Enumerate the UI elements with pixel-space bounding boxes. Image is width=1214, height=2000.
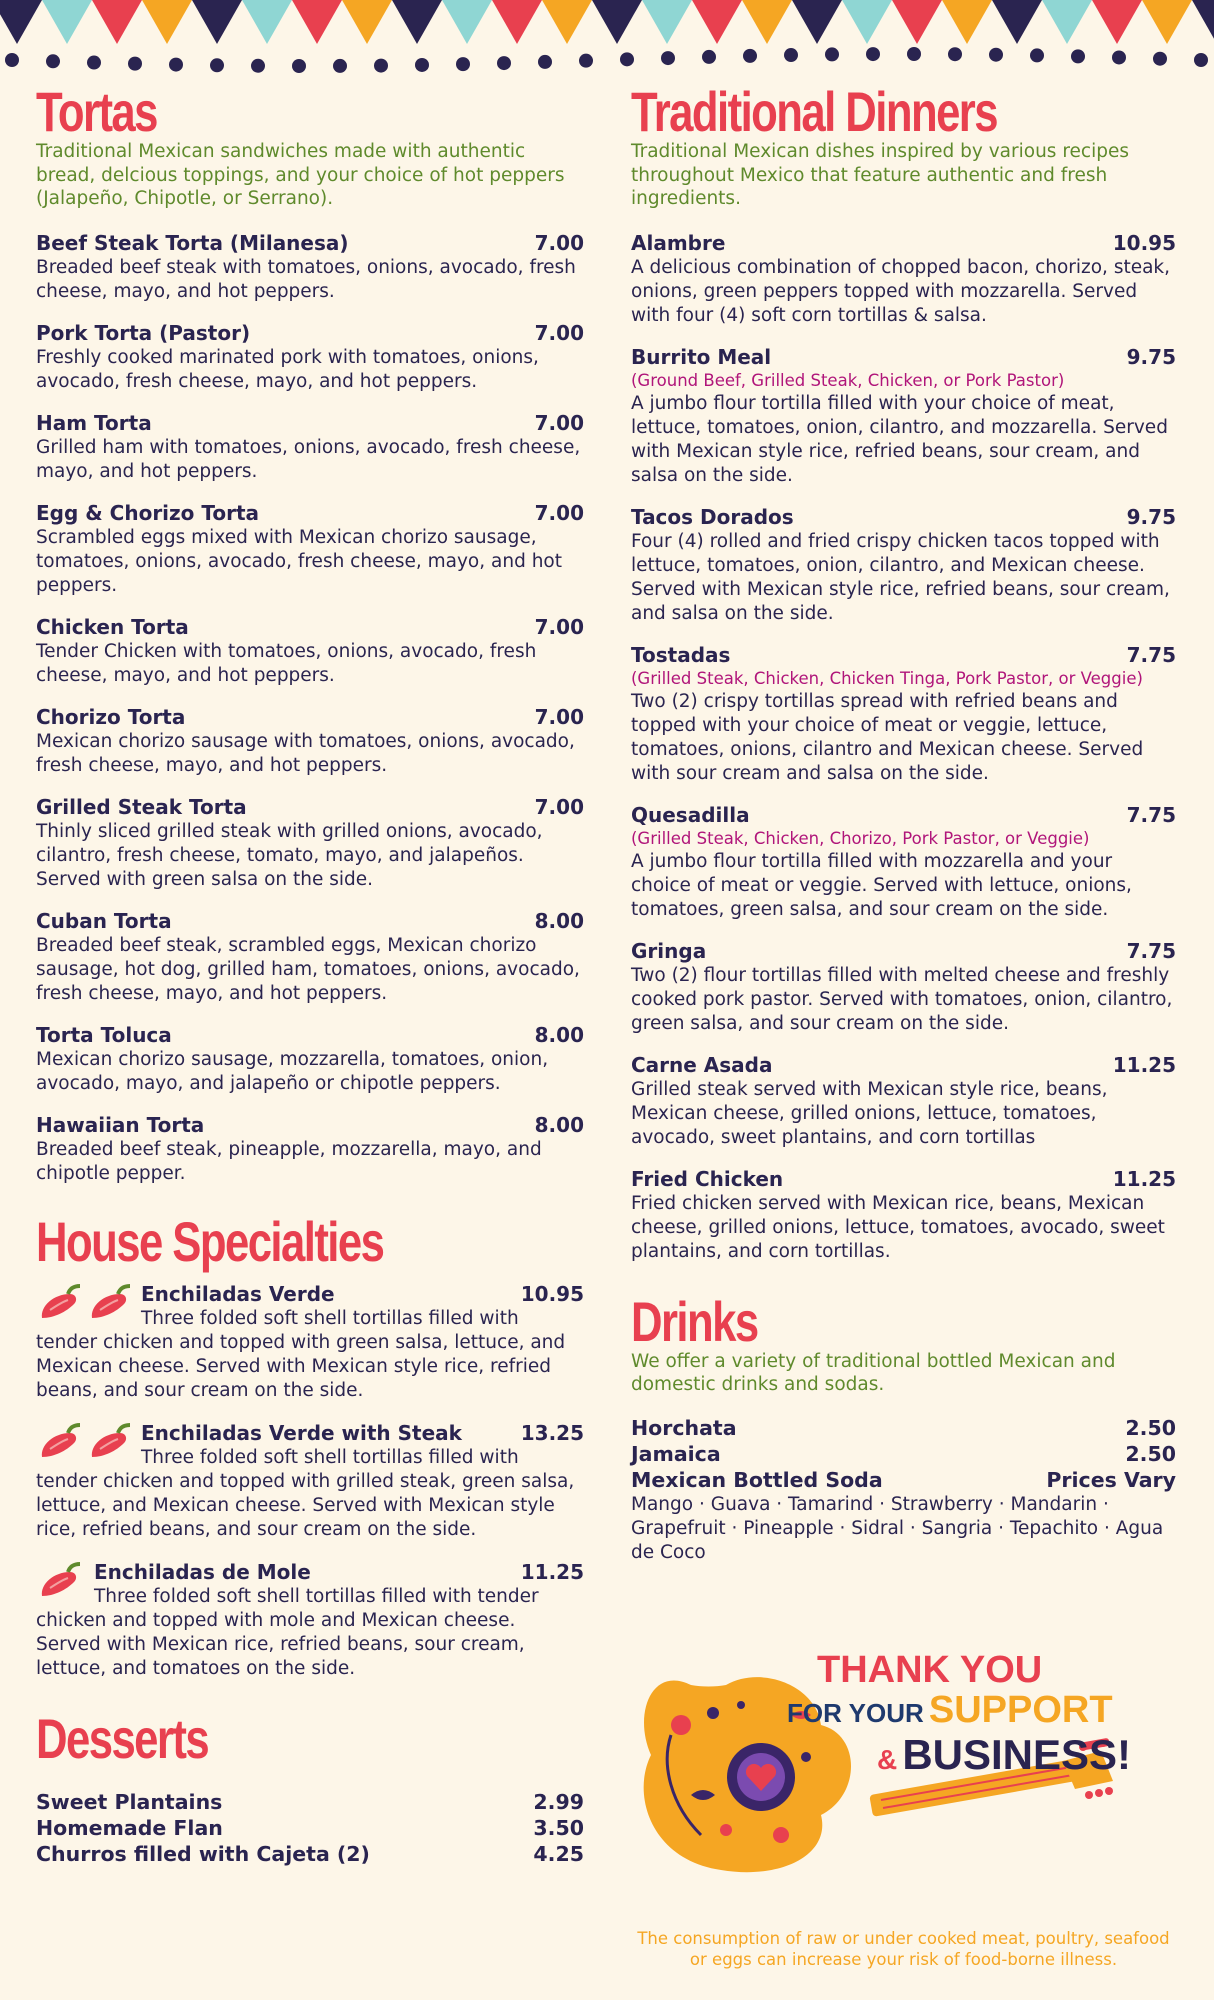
specialty-item	[36, 1282, 584, 1403]
bunting-flag	[392, 0, 442, 44]
item-price: Prices Vary	[1046, 1467, 1176, 1492]
item-description: Mexican chorizo sausage with tomatoes, onions, avocado, fresh cheese, mayo, and hot peppers.	[36, 730, 575, 776]
item-name: Fried Chicken	[631, 1166, 784, 1191]
item-price: 10.95	[1112, 230, 1176, 255]
item-description: Breaded beef steak, scrambled eggs, Mexican chorizo sausage, hot dog, grilled ham, tomatoes, onions, avocado, fresh cheese, mayo, and hot peppers.	[36, 934, 580, 1004]
thank-you-business: BUSINESS!	[902, 1731, 1132, 1778]
dinners-list	[631, 231, 1176, 1264]
bunting-dot	[661, 51, 675, 65]
item-name: Churros filled with Cajeta (2)	[36, 1841, 370, 1866]
bunting-flag	[0, 0, 42, 44]
bunting-flag	[942, 0, 992, 44]
bunting-flag	[92, 0, 142, 44]
drinks-list	[631, 1415, 1176, 1493]
specialties-list	[36, 1282, 584, 1681]
drinks-section	[631, 1290, 1176, 1565]
drinks-description: We offer a variety of traditional bottled Mexican and domestic drinks and sodas.	[631, 1350, 1116, 1395]
thank-you-line3	[877, 1731, 1131, 1779]
item-price: 7.00	[534, 704, 584, 729]
menu-item	[631, 1053, 1176, 1150]
item-name: Egg & Chorizo Torta	[36, 500, 260, 525]
bunting-flag	[692, 0, 742, 44]
bunting-dot	[907, 47, 921, 61]
pepper-icons	[36, 1560, 88, 1604]
item-price: 2.50	[1125, 1415, 1176, 1440]
item-name: Homemade Flan	[36, 1815, 223, 1840]
menu-item	[36, 321, 584, 394]
item-name: Chorizo Torta	[36, 704, 186, 729]
bunting-dot	[702, 50, 716, 64]
drinks-title: Drinks	[631, 1289, 758, 1353]
bunting-dot	[251, 59, 265, 73]
bunting-dot	[5, 53, 19, 67]
menu-item	[36, 1023, 584, 1096]
bunting-flag	[1042, 0, 1092, 44]
item-price: 9.75	[1126, 344, 1176, 369]
item-name: Cuban Torta	[36, 908, 172, 933]
bunting-dot	[784, 48, 798, 62]
item-name: Mexican Bottled Soda	[631, 1467, 883, 1492]
item-name: Gringa	[631, 938, 707, 963]
bunting-flag	[842, 0, 892, 44]
bunting-flag	[292, 0, 342, 44]
bunting-dot	[374, 59, 388, 73]
menu-item	[631, 231, 1176, 328]
item-name: Jamaica	[631, 1441, 721, 1466]
item-price: 13.25	[520, 1420, 584, 1445]
bunting-dot	[743, 49, 757, 63]
desserts-list	[36, 1789, 584, 1867]
dessert-item	[36, 1841, 584, 1867]
pepper-icon	[86, 1282, 136, 1330]
item-name: Chicken Torta	[36, 614, 189, 639]
tortas-title: Tortas	[36, 80, 157, 143]
item-name: Hawaiian Torta	[36, 1112, 205, 1137]
thank-you-block	[631, 1645, 1176, 1915]
menu-item	[36, 615, 584, 688]
bunting-flag	[742, 0, 792, 44]
bunting-dot	[497, 56, 511, 70]
item-name: Grilled Steak Torta	[36, 794, 247, 819]
item-name: Enchiladas Verde	[141, 1281, 335, 1306]
dinners-section	[631, 80, 1176, 1264]
bunting-flag	[642, 0, 692, 44]
menu-item	[36, 501, 584, 598]
item-description: Two (2) crispy tortillas spread with refried beans and topped with your choice of meat or veggie, lettuce, tomatoes, onions, cilantro and Mexican cheese. Served with sour cream and salsa on the side.	[631, 690, 1144, 784]
bunting-flag	[992, 0, 1042, 44]
item-name: Tacos Dorados	[631, 504, 794, 529]
left-column	[36, 80, 584, 1867]
bunting-dot	[87, 56, 101, 70]
bunting-dot	[415, 58, 429, 72]
thank-you-support: SUPPORT	[928, 1689, 1113, 1731]
menu-item	[36, 1113, 584, 1186]
item-name: Quesadilla	[631, 802, 750, 827]
item-options: (Ground Beef, Grilled Steak, Chicken, or Pork Pastor)	[631, 370, 1065, 390]
pepper-icon	[86, 1421, 136, 1469]
thank-you-line2	[787, 1689, 1113, 1732]
item-price: 7.75	[1126, 938, 1176, 963]
bunting-flag	[792, 0, 842, 44]
menu-item	[36, 795, 584, 892]
item-price: 2.50	[1125, 1441, 1176, 1466]
item-name: Pork Torta (Pastor)	[36, 320, 251, 345]
pepper-icon	[36, 1560, 86, 1608]
item-price: 11.25	[520, 1559, 584, 1584]
drink-item	[631, 1415, 1176, 1441]
pepper-icon	[36, 1421, 86, 1469]
item-description: Grilled steak served with Mexican style rice, beans, Mexican cheese, grilled onions, lettuce, tomatoes, avocado, sweet plantains, and corn tortillas	[631, 1078, 1108, 1148]
item-price: 7.00	[534, 230, 584, 255]
item-price: 11.25	[1112, 1166, 1176, 1191]
bunting-flag	[42, 0, 92, 44]
item-description: Breaded beef steak, pineapple, mozzarella, mayo, and chipotle pepper.	[36, 1138, 542, 1184]
bunting-dot	[948, 47, 962, 61]
menu-item	[631, 803, 1176, 922]
menu-item	[631, 345, 1176, 488]
menu-item	[631, 643, 1176, 786]
specialties-title: House Specialties	[36, 1209, 384, 1273]
bunting-dot	[579, 54, 593, 68]
bunting-dot	[333, 59, 347, 73]
bunting-flag	[892, 0, 942, 44]
desserts-section	[36, 1707, 584, 1867]
menu-item	[36, 231, 584, 304]
item-description: tender chicken and topped with grilled steak, green salsa, lettuce, and Mexican cheese. Served with Mexican style rice, refried beans, and sour cream on the side.	[36, 1470, 575, 1540]
pepper-icon	[36, 1282, 86, 1330]
item-name: Sweet Plantains	[36, 1789, 223, 1814]
item-price: 7.00	[534, 410, 584, 435]
menu-item	[631, 939, 1176, 1036]
thank-you-for-your: FOR YOUR	[787, 1698, 924, 1728]
item-description: Two (2) flour tortillas filled with melted cheese and freshly cooked pork pastor. Served with tomatoes, onion, cilantro, green salsa, and sour cream on the side.	[631, 964, 1173, 1034]
bunting-dot	[538, 55, 552, 69]
item-description: chicken and topped with mole and Mexican cheese. Served with Mexican rice, refried beans, sour cream, lettuce, and tomatoes on the side.	[36, 1609, 525, 1679]
item-description: A delicious combination of chopped bacon, chorizo, steak, onions, green peppers topped with mozzarella. Served with four (4) soft corn tortillas & salsa.	[631, 256, 1171, 326]
bunting-dot	[292, 59, 306, 73]
desserts-title: Desserts	[36, 1706, 209, 1770]
specialties-section	[36, 1210, 584, 1681]
bunting-dot	[1030, 48, 1044, 62]
item-options: (Grilled Steak, Chicken, Chorizo, Pork Pastor, or Veggie)	[631, 828, 1090, 848]
item-price: 10.95	[520, 1281, 584, 1306]
pepper-icons	[36, 1282, 136, 1326]
specialty-item	[36, 1560, 584, 1681]
bunting-dot	[825, 47, 839, 61]
item-price: 7.75	[1126, 802, 1176, 827]
tortas-section	[36, 80, 584, 1186]
item-price: 9.75	[1126, 504, 1176, 529]
bunting-flags	[0, 0, 1214, 80]
item-description: Thinly sliced grilled steak with grilled onions, avocado, cilantro, fresh cheese, tomato, mayo, and jalapeños. Served with green salsa on the side.	[36, 820, 543, 890]
item-name: Ham Torta	[36, 410, 152, 435]
bunting-dot	[989, 48, 1003, 62]
bunting-flag	[242, 0, 292, 44]
bunting-dot	[620, 52, 634, 66]
bunting-flag	[192, 0, 242, 44]
item-name: Burrito Meal	[631, 344, 772, 369]
item-description: A jumbo flour tortilla filled with your choice of meat, lettuce, tomatoes, onion, cilantro, and mozzarella. Served with Mexican style rice, refried beans, sour cream, and salsa on the side.	[631, 392, 1168, 486]
dinners-title: Traditional Dinners	[631, 80, 997, 143]
item-price: 2.99	[533, 1789, 584, 1814]
bunting-dot	[46, 54, 60, 68]
item-description: Scrambled eggs mixed with Mexican chorizo sausage, tomatoes, onions, avocado, fresh cheese, mayo, and hot peppers.	[36, 526, 562, 596]
bunting-flag	[1192, 0, 1214, 44]
item-price: 7.00	[534, 500, 584, 525]
menu-item	[36, 705, 584, 778]
item-description-first-line: Three folded soft shell tortillas filled with	[141, 1446, 519, 1468]
item-name: Enchiladas Verde with Steak	[141, 1420, 462, 1445]
menu-item	[36, 411, 584, 484]
bunting-dot	[866, 47, 880, 61]
bunting-flag	[142, 0, 192, 44]
food-safety-disclaimer: The consumption of raw or under cooked meat, poultry, seafood or eggs can increase your risk of food-borne illness.	[637, 1929, 1170, 1969]
tortas-description: Traditional Mexican sandwiches made with authentic bread, delcious toppings, and your choice of hot peppers (Jalapeño, Chipotle, or Serrano).	[36, 141, 565, 209]
item-description-first-line: Three folded soft shell tortillas filled with tender	[94, 1585, 539, 1607]
bunting-dot	[1112, 50, 1126, 64]
item-price: 11.25	[1112, 1052, 1176, 1077]
thank-you-line1: THANK YOU	[817, 1649, 1043, 1691]
item-description: tender chicken and topped with green salsa, lettuce, and Mexican cheese. Served with Mexican style rice, refried beans, and sour cream on the side.	[36, 1331, 566, 1401]
bunting-flag	[1092, 0, 1142, 44]
bunting-flag	[542, 0, 592, 44]
item-description: Breaded beef steak with tomatoes, onions, avocado, fresh cheese, mayo, and hot peppers.	[36, 256, 576, 302]
item-price: 7.00	[534, 320, 584, 345]
item-price: 4.25	[533, 1841, 584, 1866]
bunting-flag	[342, 0, 392, 44]
item-description-first-line: Three folded soft shell tortillas filled with	[141, 1307, 519, 1329]
bunting-dot	[128, 57, 142, 71]
bunting-dot	[210, 58, 224, 72]
item-name: Carne Asada	[631, 1052, 773, 1077]
bunting-dot	[1194, 53, 1208, 67]
item-price: 8.00	[534, 1022, 584, 1047]
dinners-description: Traditional Mexican dishes inspired by various recipes throughout Mexico that feature authentic and fresh ingredients.	[631, 141, 1129, 209]
item-description: Four (4) rolled and fried crispy chicken tacos topped with lettuce, tomatoes, onion, cilantro, and Mexican cheese. Served with Mexican style rice, refried beans, sour cream, and salsa on the side.	[631, 530, 1170, 624]
item-name: Horchata	[631, 1415, 737, 1440]
item-name: Tostadas	[631, 642, 731, 667]
menu-item	[631, 505, 1176, 626]
item-description: A jumbo flour tortilla filled with mozzarella and your choice of meat or veggie. Served with lettuce, onions, tomatoes, green salsa, and sour cream on the side.	[631, 850, 1132, 920]
item-description: Grilled ham with tomatoes, onions, avocado, fresh cheese, mayo, and hot peppers.	[36, 436, 581, 482]
bunting-dot	[1071, 49, 1085, 63]
dessert-item	[36, 1789, 584, 1815]
item-name: Alambre	[631, 230, 726, 255]
item-name: Beef Steak Torta (Milanesa)	[36, 230, 349, 255]
bunting-flag	[442, 0, 492, 44]
specialty-item	[36, 1421, 584, 1542]
soda-flavors: Mango · Guava · Tamarind · Strawberry · Mandarin · Grapefruit · Pineapple · Sidral · Sangria · Tepachito · Agua de Coco	[631, 1493, 1164, 1563]
item-options: (Grilled Steak, Chicken, Chicken Tinga, Pork Pastor, or Veggie)	[631, 668, 1143, 688]
drink-item	[631, 1441, 1176, 1467]
item-description: Fried chicken served with Mexican rice, beans, Mexican cheese, grilled onions, lettuce, tomatoes, avocado, sweet plantains, and corn tortillas.	[631, 1192, 1165, 1262]
bunting-flag	[492, 0, 542, 44]
item-price: 7.00	[534, 614, 584, 639]
bunting-flag	[592, 0, 642, 44]
thank-you-ampersand: &	[877, 1744, 898, 1775]
item-price: 8.00	[534, 908, 584, 933]
dessert-item	[36, 1815, 584, 1841]
item-price: 7.75	[1126, 642, 1176, 667]
bunting-dot	[1153, 52, 1167, 66]
menu-item	[36, 909, 584, 1006]
item-name: Enchiladas de Mole	[94, 1559, 311, 1584]
bunting-flag	[1142, 0, 1192, 44]
item-description: Freshly cooked marinated pork with tomatoes, onions, avocado, fresh cheese, mayo, and hot peppers.	[36, 346, 539, 392]
drink-item	[631, 1467, 1176, 1493]
item-name: Torta Toluca	[36, 1022, 172, 1047]
pepper-icons	[36, 1421, 136, 1465]
item-description: Mexican chorizo sausage, mozzarella, tomatoes, onion, avocado, mayo, and jalapeño or chipotle peppers.	[36, 1048, 549, 1094]
item-description: Tender Chicken with tomatoes, onions, avocado, fresh cheese, mayo, and hot peppers.	[36, 640, 537, 686]
item-price: 3.50	[533, 1815, 584, 1840]
bunting-dot	[169, 58, 183, 72]
right-column	[631, 80, 1176, 1565]
tortas-list	[36, 231, 584, 1186]
bunting-dot	[456, 57, 470, 71]
item-price: 7.00	[534, 794, 584, 819]
menu-item	[631, 1167, 1176, 1264]
item-price: 8.00	[534, 1112, 584, 1137]
